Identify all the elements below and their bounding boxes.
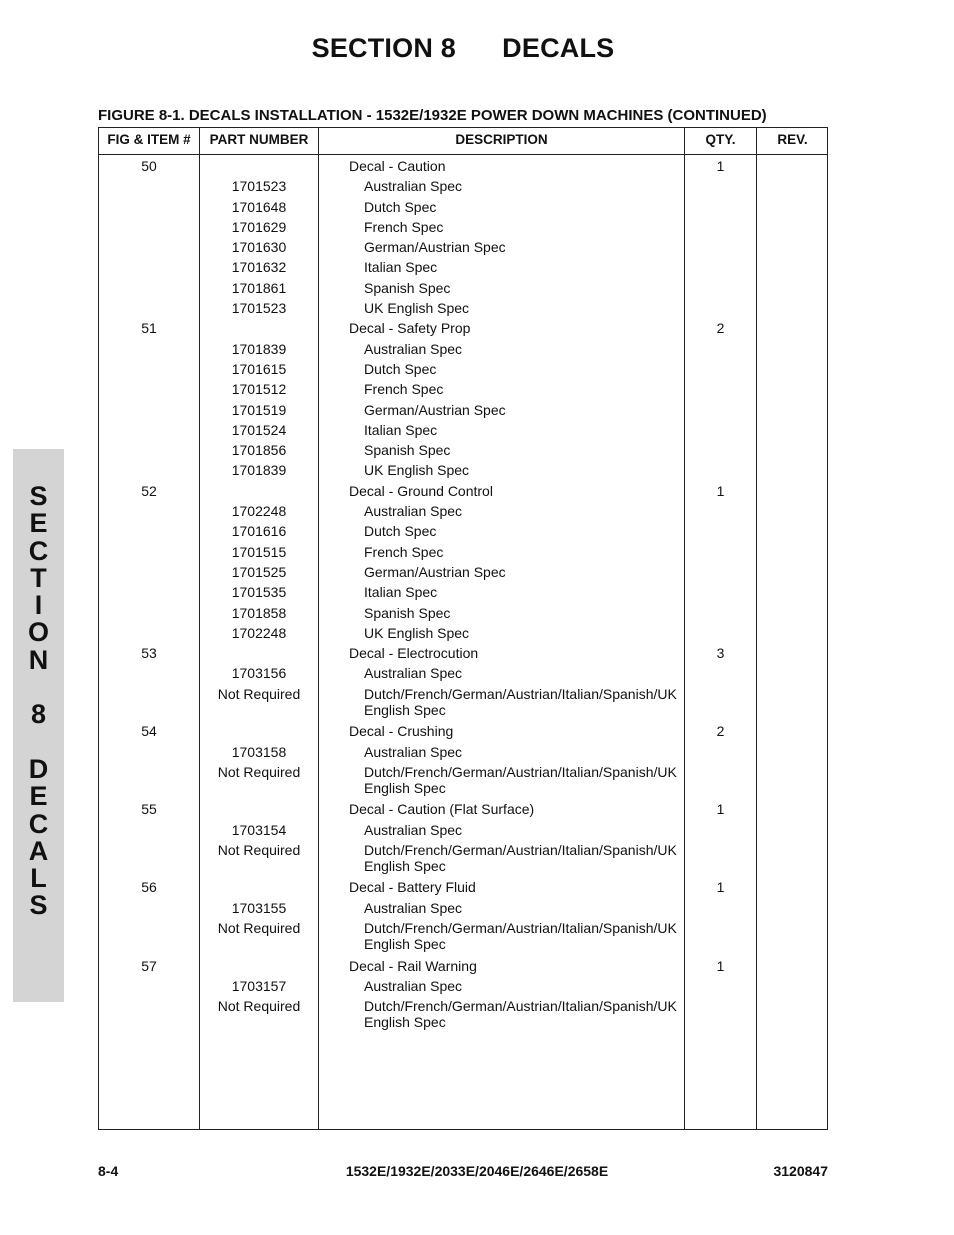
description: UK English Spec <box>364 624 470 641</box>
table-row <box>99 257 827 277</box>
part-number: 1701525 <box>231 563 287 580</box>
part-number: 1703155 <box>231 899 287 916</box>
column-header-rev: REV. <box>777 132 808 147</box>
part-number: 1701858 <box>231 604 287 621</box>
side-tab-label <box>13 483 64 920</box>
section-side-tab <box>13 449 64 1002</box>
part-number: 1701861 <box>231 279 287 296</box>
side-tab-letter: C <box>28 535 49 566</box>
table-row <box>99 460 827 480</box>
page-number: 8-4 <box>98 1163 119 1179</box>
model-list: 1532E/1932E/2033E/2046E/2646E/2658E <box>345 1163 609 1179</box>
document-number: 3120847 <box>773 1163 828 1179</box>
side-tab-letter: T <box>30 562 47 593</box>
part-number: Not Required <box>217 763 301 780</box>
column-header-item: FIG & ITEM # <box>107 132 191 147</box>
column-header-description: DESCRIPTION <box>455 132 548 147</box>
table-row <box>99 721 827 741</box>
part-number: 1701523 <box>231 300 287 317</box>
part-number: 1701856 <box>231 442 287 459</box>
description: UK English Spec <box>364 462 470 479</box>
table-row <box>99 562 827 582</box>
description: Dutch/French/German/Austrian/Italian/Spanish/UK English Spec <box>364 998 677 1031</box>
description: Australian Spec <box>364 178 463 195</box>
table-row <box>99 603 827 623</box>
side-tab-letter: 8 <box>30 699 47 730</box>
description: French Spec <box>364 218 444 235</box>
description: Decal - Electrocution <box>349 645 479 662</box>
description: Decal - Battery Fluid <box>349 879 476 896</box>
item-number: 56 <box>141 879 157 896</box>
description: French Spec <box>364 543 444 560</box>
description: Dutch/French/German/Austrian/Italian/Spanish/UK English Spec <box>364 685 677 718</box>
table-row <box>99 623 827 643</box>
table-body <box>99 156 827 1034</box>
part-number: 1701535 <box>231 584 287 601</box>
part-number: Not Required <box>217 685 301 702</box>
table-row <box>99 440 827 460</box>
item-number: 53 <box>141 645 157 662</box>
quantity: 2 <box>716 723 725 740</box>
description: Decal - Crushing <box>349 723 454 740</box>
part-number: 1701524 <box>231 421 287 438</box>
table-row <box>99 684 827 722</box>
description: Spanish Spec <box>364 604 451 621</box>
description: Australian Spec <box>364 743 463 760</box>
item-number: 55 <box>141 801 157 818</box>
description: German/Austrian Spec <box>364 563 506 580</box>
description: Italian Spec <box>364 421 438 438</box>
part-number: 1701512 <box>231 381 287 398</box>
part-number: 1703157 <box>231 977 287 994</box>
table-row <box>99 840 827 878</box>
table-row <box>99 643 827 663</box>
side-tab-letter <box>13 674 64 701</box>
part-number: 1703158 <box>231 743 287 760</box>
part-number: Not Required <box>217 920 301 936</box>
table-row <box>99 976 827 996</box>
description: Australian Spec <box>364 340 463 357</box>
side-tab-letter: E <box>29 781 48 812</box>
part-number: 1703154 <box>231 821 287 838</box>
description: Decal - Safety Prop <box>349 320 471 337</box>
part-number: 1701632 <box>231 259 287 276</box>
part-number: 1702248 <box>231 503 287 520</box>
quantity: 1 <box>716 879 725 896</box>
table-row <box>99 996 827 1034</box>
quantity: 1 <box>716 957 725 974</box>
description: Italian Spec <box>364 259 438 276</box>
table-row <box>99 339 827 359</box>
table-row <box>99 582 827 602</box>
section-title: SECTION 8 DECALS <box>311 33 615 63</box>
header-divider <box>99 154 827 155</box>
description: Decal - Ground Control <box>349 482 493 499</box>
table-row <box>99 762 827 800</box>
item-number: 51 <box>141 320 157 337</box>
table-row <box>99 237 827 257</box>
description: Decal - Caution (Flat Surface) <box>349 801 535 818</box>
table-row <box>99 379 827 399</box>
table-row <box>99 420 827 440</box>
table-row <box>99 799 827 819</box>
side-tab-letter: C <box>28 808 49 839</box>
table-row <box>99 918 827 956</box>
table-row <box>99 542 827 562</box>
part-number: 1701648 <box>231 198 287 215</box>
part-number: 1701630 <box>231 239 287 256</box>
description: Italian Spec <box>364 584 438 601</box>
description: Dutch/French/German/Austrian/Italian/Spanish/UK English Spec <box>364 763 677 796</box>
table-row <box>99 501 827 521</box>
quantity: 1 <box>716 801 725 818</box>
table-row <box>99 318 827 338</box>
side-tab-letter: S <box>29 890 48 921</box>
table-row <box>99 156 827 176</box>
part-number: 1703156 <box>231 665 287 682</box>
description: Australian Spec <box>364 665 463 682</box>
description: Spanish Spec <box>364 279 451 296</box>
quantity: 3 <box>716 645 725 662</box>
table-row <box>99 217 827 237</box>
description: Dutch Spec <box>364 523 437 540</box>
table-row <box>99 197 827 217</box>
table-row <box>99 298 827 318</box>
description: French Spec <box>364 381 444 398</box>
part-number: 1701523 <box>231 178 287 195</box>
description: Australian Spec <box>364 503 463 520</box>
item-number: 54 <box>141 723 157 740</box>
description: Decal - Caution <box>349 158 446 174</box>
table-row <box>99 742 827 762</box>
description: German/Austrian Spec <box>364 401 506 418</box>
quantity: 1 <box>716 482 725 499</box>
part-number: 1701616 <box>231 523 287 540</box>
description: Australian Spec <box>364 821 463 838</box>
quantity: 1 <box>716 158 725 174</box>
table-row <box>99 820 827 840</box>
parts-table <box>98 127 828 1130</box>
table-row <box>99 521 827 541</box>
table-row <box>99 877 827 897</box>
description: Australian Spec <box>364 899 463 916</box>
table-row <box>99 481 827 501</box>
description: Dutch/French/German/Austrian/Italian/Spanish/UK English Spec <box>364 841 677 874</box>
description: Decal - Rail Warning <box>349 957 477 974</box>
side-tab-letter: O <box>27 617 49 648</box>
part-number: 1701515 <box>231 543 287 560</box>
table-row <box>99 898 827 918</box>
part-number: 1701839 <box>231 462 287 479</box>
side-tab-letter: I <box>34 590 43 621</box>
side-tab-letter: A <box>28 835 49 866</box>
part-number: 1701519 <box>231 401 287 418</box>
description: Dutch/French/German/Austrian/Italian/Spanish/UK English Spec <box>364 920 677 952</box>
column-header-part: PART NUMBER <box>209 132 309 147</box>
item-number: 50 <box>141 158 157 174</box>
part-number: 1701629 <box>231 218 287 235</box>
description: German/Austrian Spec <box>364 239 506 256</box>
part-number: Not Required <box>217 998 301 1015</box>
side-tab-letter <box>13 729 64 756</box>
side-tab-letter: N <box>28 644 49 675</box>
table-row <box>99 956 827 976</box>
description: Australian Spec <box>364 977 463 994</box>
description: Dutch Spec <box>364 198 437 215</box>
part-number: 1701615 <box>231 360 287 377</box>
part-number: 1702248 <box>231 624 287 641</box>
quantity: 2 <box>716 320 725 337</box>
side-tab-letter: L <box>30 863 47 894</box>
item-number: 57 <box>141 957 157 974</box>
table-row <box>99 663 827 683</box>
table-row <box>99 176 827 196</box>
table-row <box>99 278 827 298</box>
figure-title: FIGURE 8-1. DECALS INSTALLATION - 1532E/1932E POWER DOWN MACHINES (CONTINUED) <box>98 107 767 124</box>
table-row <box>99 400 827 420</box>
side-tab-letter: D <box>28 753 49 784</box>
table-row <box>99 359 827 379</box>
side-tab-letter: S <box>29 481 48 511</box>
part-number: 1701839 <box>231 340 287 357</box>
column-header-qty: QTY. <box>705 132 736 147</box>
description: Dutch Spec <box>364 360 437 377</box>
description: Spanish Spec <box>364 442 451 459</box>
side-tab-letter: E <box>29 508 48 539</box>
part-number: Not Required <box>217 841 301 858</box>
item-number: 52 <box>141 482 157 499</box>
description: UK English Spec <box>364 300 470 317</box>
